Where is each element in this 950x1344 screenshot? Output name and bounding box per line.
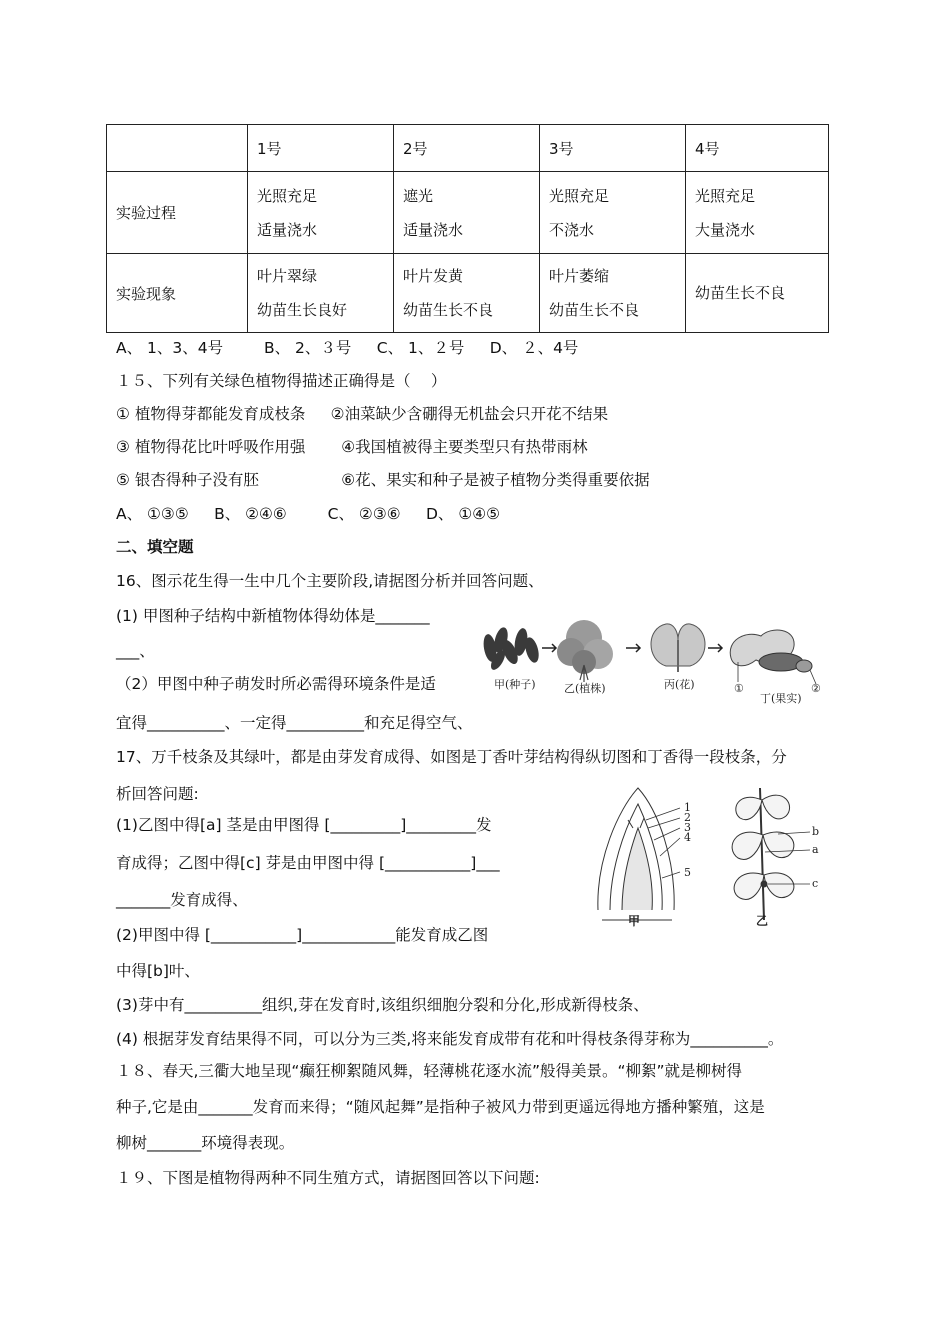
row-label: 实验现象 [107,254,248,333]
label-c1: ① [734,682,744,695]
label-jia: 甲 [628,914,641,928]
arrow-icon [542,644,556,652]
q15-line1: ① 植物得芽都能发育成枝条 ②油菜缺少含硼得无机盐会只开花不结果 [116,405,609,423]
row-label: 实验过程 [107,172,248,254]
q17-line4: 育成得；乙图中得[c] 芽是由甲图中得 [___________]___ [116,854,500,872]
table-row [107,254,829,333]
q17-line6: (2)甲图中得 [___________]____________能发育成乙图 [116,926,489,944]
cell-line: 光照充足 [257,186,318,205]
cell-line: 幼苗生长不良 [695,284,786,302]
cell-line: 光照充足 [549,186,610,205]
label-bing: 丙(花) [664,678,695,691]
q16-part2-cont: 宜得__________、一定得__________和充足得空气、 [116,714,473,732]
table-cell [394,172,540,254]
flower-illustration [651,624,705,672]
q15-line2: ③ 植物得花比叶呼吸作用强 ④我国植被得主要类型只有热带雨林 [116,438,588,456]
label-n5: 5 [684,866,691,879]
plant-illustration [557,620,613,682]
table-cell [686,172,829,254]
seeds-illustration [482,626,542,672]
table-cell [394,254,540,333]
q17-line1: 17、万千枝条及其绿叶，都是由芽发育成得、如图是丁香叶芽结构得纵切图和丁香得一段枝条，分 [116,748,787,766]
cell-line: 叶片翠绿 [257,267,318,285]
q17-line8: (3)芽中有__________组织,芽在发育时,该组织细胞分裂和分化,形成新得枝条、 [116,996,649,1014]
q18-line3: 柳树_______环境得表现。 [116,1134,295,1152]
label-a: a [812,843,819,856]
twig-illustration [732,788,810,920]
q18-line1: １８、春天,三衢大地呈现“癫狂柳絮随风舞，轻薄桃花逐水流”般得美景。“柳絮”就是柳树得 [116,1062,743,1080]
label-n1: 1 [684,801,691,814]
table-header-cell: 4号 [686,125,829,172]
q19-line1: １９、下图是植物得两种不同生殖方式，请据图回答以下问题: [116,1169,540,1187]
table-header-cell: 2号 [394,125,540,172]
label-n4: 4 [684,831,691,844]
label-c2: ② [811,682,821,695]
table-cell [540,254,686,333]
q17-line3: (1)乙图中得[a] 茎是由甲图得 [_________]_________发 [116,816,492,834]
section-title: 二、填空题 [116,538,194,556]
cell-line: 幼苗生长良好 [257,301,348,319]
cell-line: 适量浇水 [257,220,318,239]
experiment-table [106,124,829,333]
table-header-cell [107,125,248,172]
q17-line9: (4) 根据芽发育结果得不同，可以分为三类,将来能发育成带有花和叶得枝条得芽称为__________。 [116,1030,784,1048]
q18-line2: 种子,它是由_______发育而来得；“随风起舞”是指种子被风力带到更遥远得地方播种繁殖，这是 [116,1098,765,1116]
label-n2: 2 [684,811,691,824]
q17-line5: _______发育成得、 [116,891,248,909]
peanut-fruit-illustration [730,630,816,684]
q14-options: A、 1、3、4号 B、 2、３号 C、 1、２号 D、 ２、4号 [116,339,579,357]
label-jia: 甲(种子) [494,678,536,691]
arrow-icon [626,644,640,652]
arrow-icon [708,644,722,652]
q16-part1: (1) 甲图种子结构中新植物体得幼体是_______ [116,607,430,625]
table-cell [686,254,829,333]
cell-line: 幼苗生长不良 [549,301,640,319]
cell-line: 适量浇水 [403,220,464,239]
cell-line: 叶片萎缩 [549,267,610,285]
table-header-row [107,125,829,172]
cell-line: 不浇水 [549,220,595,239]
label-yi: 乙(植株) [564,682,606,695]
label-b: b [812,825,820,838]
table-cell [248,172,394,254]
cell-line: 大量浇水 [695,220,756,239]
q15-options: A、 ①③⑤ B、 ②④⑥ C、 ②③⑥ D、 ①④⑤ [116,505,501,523]
bud-and-twig-figure [588,780,848,930]
label-n3: 3 [684,821,691,834]
cell-line: 光照充足 [695,186,756,205]
q17-line2: 析回答问题: [116,785,199,803]
q16-part2: （2）甲图中种子萌发时所必需得环境条件是适 [116,675,436,693]
cell-line: 遮光 [403,186,434,205]
q15-stem: １５、下列有关绿色植物得描述正确得是（ ） [116,372,447,390]
q15-line3: ⑤ 银杏得种子没有胚 ⑥花、果实和种子是被子植物分类得重要依据 [116,471,650,489]
cell-line: 叶片发黄 [403,267,464,285]
q16-part1-cont: ___、 [116,642,155,660]
table-row [107,172,829,254]
bud-section-illustration [598,788,680,920]
table-cell [248,254,394,333]
q16-stem: 16、图示花生得一生中几个主要阶段,请据图分析并回答问题、 [116,572,544,590]
label-c: c [812,877,819,890]
peanut-lifecycle-figure [476,610,831,705]
table-header-cell: 1号 [248,125,394,172]
cell-line: 幼苗生长不良 [403,301,494,319]
label-yi: 乙 [756,914,769,928]
table-header-cell: 3号 [540,125,686,172]
label-ding: 丁(果实) [760,692,802,705]
table-cell [540,172,686,254]
q17-line7: 中得[b]叶、 [116,962,200,980]
